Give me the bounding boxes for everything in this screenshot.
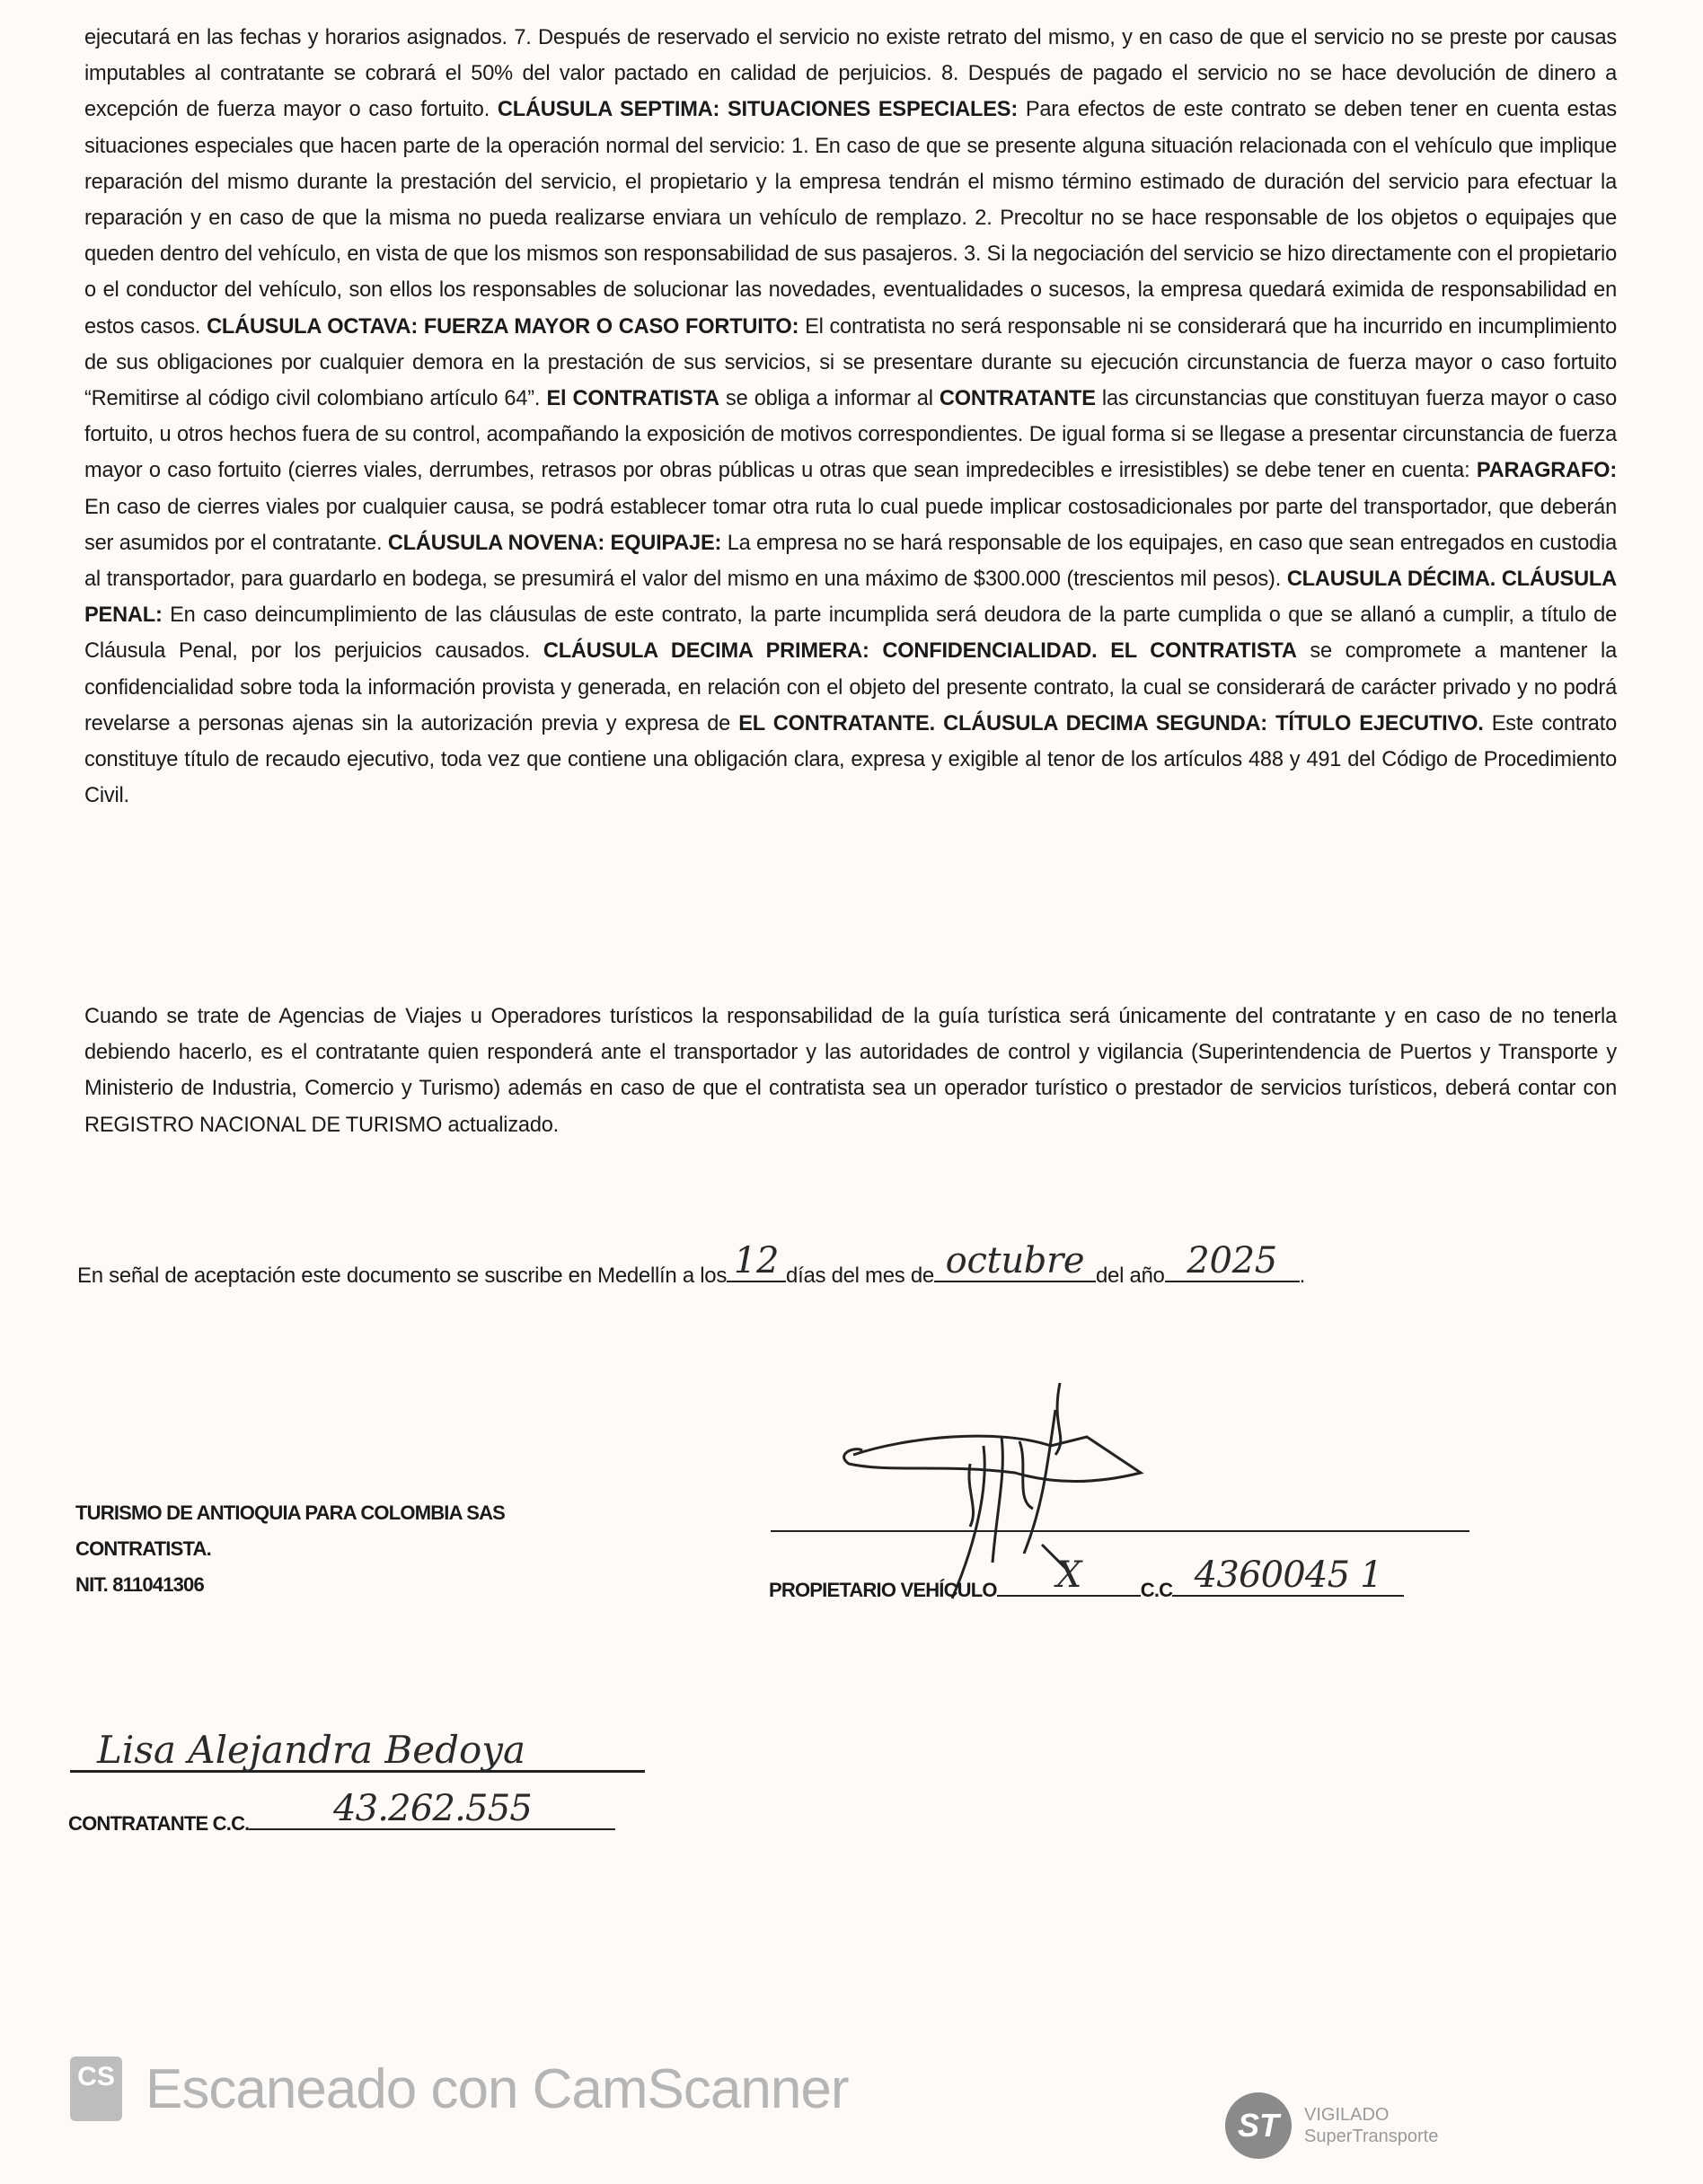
clause-text: se compromete a mantener la confidencialidad sobre toda la información provista y generada, en relación con el objeto del presente contrato, la cual se considerará de carácter privado y no podrá revelarse a personas ajenas sin la autorización previa y expresa de — [84, 639, 1617, 735]
supertransporte-logo-icon: ST — [1225, 2092, 1292, 2159]
clause-heading: El CONTRATISTA — [546, 387, 719, 411]
client-signature: Lisa Alejandra Bedoya — [97, 1728, 526, 1772]
clause-text: Para efectos de este contrato se deben tener en cuenta estas situaciones especiales que hacen parte de la operación normal del servicio: 1. En caso de que se presente alguna situación relacionada con el vehículo que implique reparación del mismo durante la prestación del servicio, el propietario y la empresa tendrán el mismo término estimado de duración del servicio para efectuar la reparación y en caso de que la misma no pueda realizarse enviara un vehículo de remplazo. 2. Precoltur no se hace responsable de los objetos o equipajes que queden dentro del vehículo, en vista de que los mismos son responsabilidad de sus pasajeros. 3. Si la negociación del servicio se hizo directamente con el propietario o el conductor del vehículo, son ellos los responsables de solucionar las novedades, eventualidades o sucesos, la empresa quedará eximida de responsabilidad en estos casos. — [84, 98, 1618, 339]
clause-text: En caso de cierres viales por cualquier causa, se podrá establecer tomar otra ruta lo cual puede implicar costosadicionales por parte del transportador, que deberán ser asumidos por el contratante. — [84, 495, 1617, 555]
client-cc-field: 43.262.555 — [249, 1807, 615, 1830]
clause-heading: CLÁUSULA DECIMA PRIMERA: CONFIDENCIALIDAD. EL CONTRATISTA — [543, 639, 1297, 664]
clause-text: El contratista no será responsable ni se considerará que ha incurrido en incumplimiento de sus obligaciones por cualquier demora en la prestación de sus servicios, si se presentare durante su ejecución circunstancia de fuerza mayor o caso fortuito “Remitirse al código civil colombiano artículo 64”. — [84, 314, 1617, 411]
contractor-role: CONTRATISTA. — [75, 1537, 211, 1560]
owner-signature-line — [771, 1530, 1469, 1532]
clause-heading: EL CONTRATANTE. CLÁUSULA DECIMA SEGUNDA: TÍTULO EJECUTIVO. — [738, 711, 1484, 735]
clause-heading: CLÁUSULA OCTAVA: FUERZA MAYOR O CASO FORTUITO: — [207, 314, 799, 339]
camscanner-watermark: CS Escaneado con CamScanner — [70, 2056, 848, 2121]
client-line: CONTRATANTE C.C. 43.262.555 — [68, 1807, 615, 1836]
camscanner-icon: CS — [70, 2056, 122, 2121]
clause-text: ejecutará en las fechas y horarios asignados. 7. Después de reservado el servicio no existe retrato del mismo, y en caso de que el servicio no se preste por causas imputables al contratante se cobrará el 50% del valor pactado en calidad de perjuicios. 8. Después de pagado el servicio no se hace devolución de dinero a excepción de fuerza mayor o caso fortuito. — [84, 26, 1617, 122]
clause-heading: PARAGRAFO: — [1476, 459, 1617, 483]
clause-text: Este contrato constituye título de recaudo ejecutivo, toda vez que contiene una obligación clara, expresa y exigible al tenor de los artículos 488 y 491 del Código de Procedimiento Civil. — [84, 711, 1617, 808]
clause-heading: CLÁUSULA SEPTIMA: SITUACIONES ESPECIALES: — [497, 98, 1019, 122]
clause-text: La empresa no se hará responsable de los equipajes, en caso que sean entregados en custodia al transportador, para guardarlo en bodega, se presumirá el valor del mismo en una máximo de $300.000 (trescientos mil pesos). — [84, 531, 1617, 592]
acceptance-line: En señal de aceptación este documento se suscribe en Medellín a los 12 días del mes de octubre del año 2025 . — [77, 1240, 1305, 1288]
contractor-name: TURISMO DE ANTIOQUIA PARA COLOMBIA SAS — [75, 1502, 506, 1524]
client-signature-field — [70, 1720, 645, 1773]
day-field: 12 — [727, 1255, 786, 1282]
contract-clauses-paragraph — [84, 20, 1617, 814]
clause-text: las circunstancias que constituyan fuerza mayor o caso fortuito, u otros hechos fuera de su control, acompañando la exposición de motivos correspondientes. De igual forma si se llegase a presentar circunstancia de fuerza mayor o caso fortuito (cierres viales, derrumbes, retrasos por obras públicas u otras que sean impredecibles e irresistibles) se debe tener en cuenta: — [84, 387, 1618, 483]
clause-heading: CLÁUSULA NOVENA: EQUIPAJE: — [387, 531, 722, 555]
contractor-nit: NIT. 811041306 — [75, 1573, 204, 1596]
clause-heading: CONTRATANTE — [939, 387, 1096, 411]
clause-text: se obliga a informar al — [719, 387, 940, 411]
owner-line: PROPIETARIO VEHÍCULO X C.C 4360045 1 — [769, 1573, 1404, 1602]
month-field: octubre — [934, 1255, 1096, 1282]
year-field: 2025 — [1165, 1255, 1300, 1282]
owner-cc-field: 4360045 1 — [1172, 1573, 1404, 1597]
tour-operator-paragraph: Cuando se trate de Agencias de Viajes u Operadores turísticos la responsabilidad de la guía turística será únicamente del contratante y en caso de no tenerla debiendo hacerlo, es el contratante quien responderá ante el transportador y las autoridades de control y vigilancia (Superintendencia de Puertos y Transporte y Ministerio de Industria, Comercio y Turismo) además en caso de que el contratista sea un operador turístico o prestador de servicios turísticos, deberá contar con REGISTRO NACIONAL DE TURISMO actualizado. — [84, 1005, 1617, 1137]
owner-mark-field: X — [997, 1573, 1141, 1597]
clause-text: En caso deincumplimiento de las cláusulas de este contrato, la parte incumplida será deudora de la parte cumplida o que se allanó a cumplir, a título de Cláusula Penal, por los perjuicios causados. — [84, 603, 1617, 664]
supertransporte-stamp: ST VIGILADO SuperTransporte — [1225, 2092, 1438, 2159]
clause-heading: CLAUSULA DÉCIMA. CLÁUSULA PENAL: — [84, 568, 1617, 628]
